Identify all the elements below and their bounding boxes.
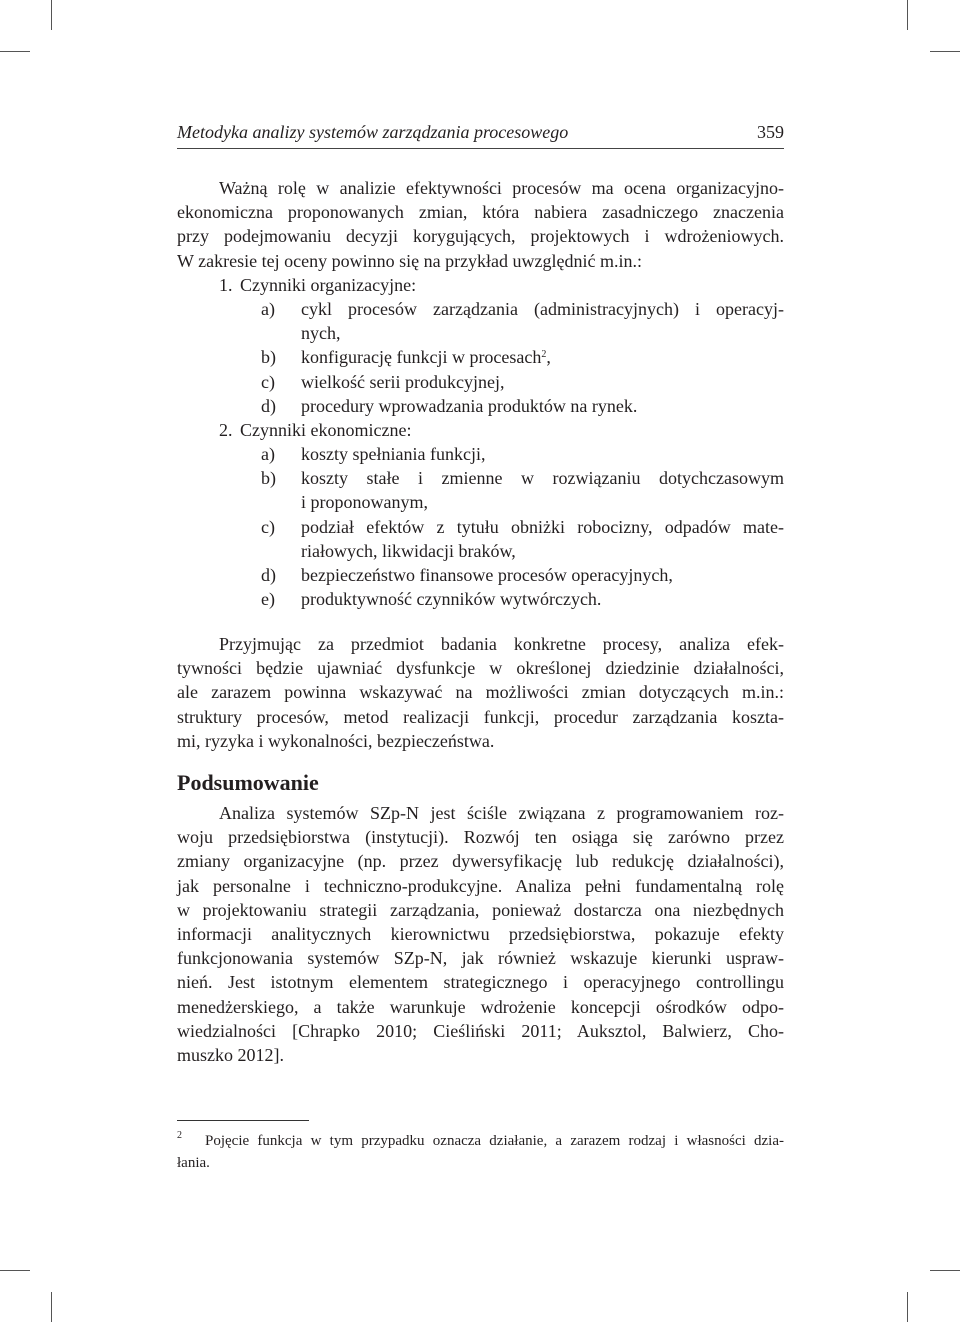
list-subitem [177,515,784,539]
list-subitem [177,345,784,369]
list-label: Czynniki organizacyjne: [240,274,417,295]
list-subitem-cont [177,490,784,514]
subitem-text: wielkość serii produkcyjnej, [301,371,505,392]
crop-mark [0,1270,30,1271]
list-item [177,273,784,297]
text-line: menedżerskiego, a także warunkuje wdrożenie koncepcji ośrodków odpo- [177,996,784,1017]
text-line: informacji analitycznych kierownictwu przedsiębiorstwa, pokazuje efekty [177,923,784,944]
footnote-text: łania. [177,1155,210,1171]
list-number: 2. [219,419,233,440]
list-subitem-cont [177,539,784,563]
text-line: Przyjmując za przedmiot badania konkretne procesy, analiza efek- [219,634,784,654]
crop-mark [51,0,52,30]
list-subitem [177,466,784,490]
running-header [177,122,784,149]
subitem-text: konfigurację funkcji w procesach$^2$, [301,347,551,368]
text-line: woju przedsiębiorstwa (instytucji). Rozwój ten osiąga się zarówno przez [177,827,784,848]
subitem-text: cykl procesów zarządzania (administracyjnych) i operacyj- [301,298,784,319]
intro-paragraph [177,176,784,611]
text-line: struktury procesów, metod realizacji funkcji, procedur zarządzania koszta- [177,706,784,727]
list-label: Czynniki ekonomiczne: [240,419,412,440]
text-line: Analiza systemów SZp-N jest ściśle związana z programowaniem roz- [219,803,784,823]
text-line: W zakresie tej oceny powinno się na przykład uwzględnić m.in.: [177,250,643,271]
text-line: jak personalne i techniczno-produkcyjne. Analiza pełni fundamentalną rolę [177,875,784,896]
section-heading: Podsumowanie [177,770,319,795]
subitem-text: procedury wprowadzania produktów na rynek. [301,395,638,416]
subitem-marker: c) [261,516,275,537]
text-line: ekonomiczna proponowanych zmian, która nabiera zasadniczego znaczenia [177,202,784,223]
list-subitem [177,297,784,321]
subitem-text: podział efektów z tytułu obniżki robocizny, odpadów mate- [301,516,784,537]
crop-mark [930,1270,960,1271]
subitem-marker: a) [261,444,275,465]
text-line: ale zarazem powinna wskazywać na możliwości zmian dotyczących m.in.: [177,682,784,703]
subitem-text: bezpieczeństwo finansowe procesów operacyjnych, [301,565,673,585]
list-subitem [177,370,784,394]
list-number: 1. [219,274,233,295]
text-line: nień. Jest istotnym elementem strategicznego i operacyjnego controllingu [177,972,784,993]
footnote-separator [177,1120,309,1121]
subitem-marker: c) [261,371,275,392]
crop-mark [907,0,908,30]
subitem-marker: d) [261,395,276,416]
text-line: funkcjonowania systemów SZp-N, jak również wskazuje kierunki uspraw- [177,948,784,969]
crop-mark [51,1292,52,1322]
list-subitem [177,563,784,587]
text-line: w projektowaniu strategii zarządzania, ponieważ dostarcza ona niezbędnych [177,899,784,920]
text-line: muszko 2012]. [177,1044,284,1065]
summary-paragraph [177,801,784,1067]
subitem-marker: a) [261,298,275,319]
subitem-text: koszty spełniania funkcji, [301,444,486,465]
text-line: tywności będzie ujawniać dysfunkcje w określonej dziedzinie działalności, [177,658,784,679]
text-line: mi, ryzyka i wykonalności, bezpieczeństwa. [177,730,495,751]
subitem-marker: b) [261,347,276,368]
crop-mark [930,51,960,52]
subitem-text: produktywność czynników wytwórczych. [301,589,602,610]
text-line: zmiany organizacyjne (np. przez dywersyfikację lub redukcję działalności), [177,851,784,872]
list-subitem-cont [177,321,784,345]
list-item [177,418,784,442]
crop-mark [907,1292,908,1322]
text-line: przy podejmowaniu decyzji korygujących, projektowych i wdrożeniowych. [177,226,784,247]
list-subitem [177,442,784,466]
subitem-text: i proponowanym, [301,492,428,513]
body-paragraph [177,632,784,753]
running-title: Metodyka analizy systemów zarządzania procesowego [177,122,569,142]
crop-mark [0,51,30,52]
footnote-text: Pojęcie funkcja w tym przypadku oznacza działanie, a zarazem rodzaj i własności dzia- [205,1133,784,1149]
page-number: 359 [757,122,784,142]
subitem-marker: e) [261,589,275,610]
subitem-text: koszty stałe i zmienne w rozwiązaniu dotychczasowym [301,468,784,489]
list-subitem [177,394,784,418]
subitem-marker: d) [261,565,276,585]
list-subitem [177,587,784,611]
subitem-text: nych, [301,323,341,344]
subitem-marker: b) [261,468,276,489]
footnote: 2 Pojęcie funkcja w tym przypadku oznacza działanie, a zarazem rodzaj i własności dzia- łania. [177,1130,784,1174]
footnote-ref[interactable]: 2 [541,349,547,361]
text-line: wiedzialności [Chrapko 2010; Cieśliński 2011; Auksztol, Balwierz, Cho- [177,1020,784,1041]
text-line: Ważną rolę w analizie efektywności procesów ma ocena organizacyjno- [219,178,784,198]
subitem-text: riałowych, likwidacji braków, [301,540,516,561]
